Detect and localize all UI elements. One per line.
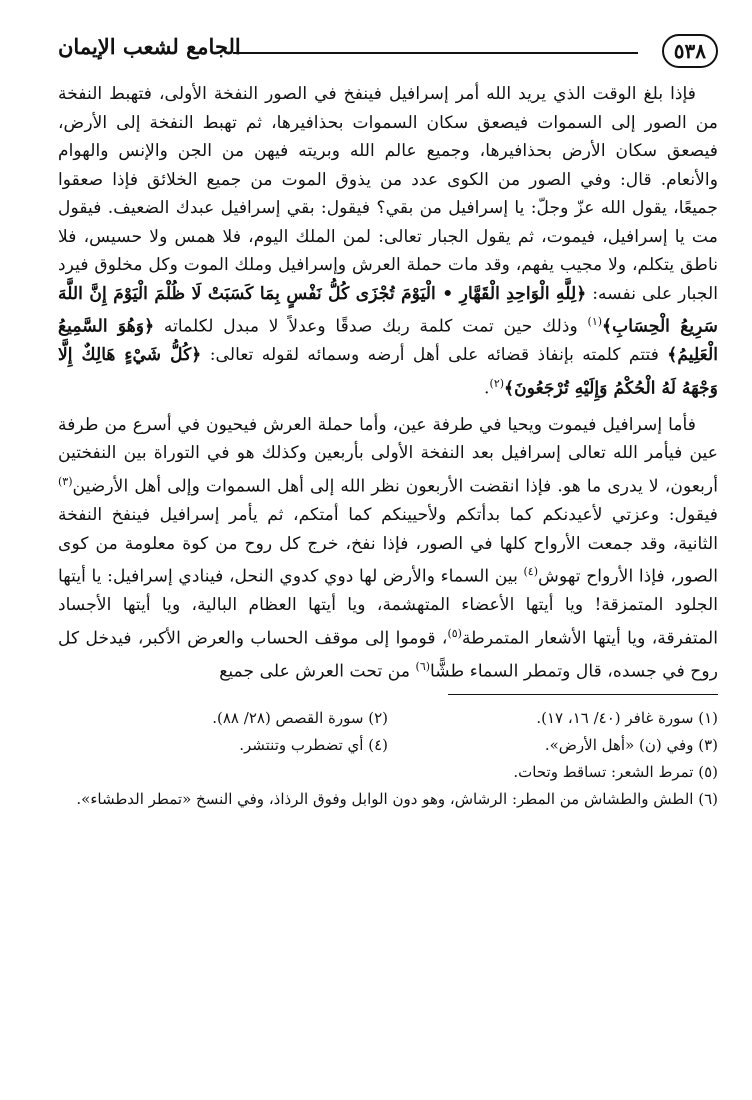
- footnote-ref: (٦): [415, 660, 431, 674]
- page-header: [58, 28, 718, 72]
- paragraph-1: فإذا بلغ الوقت الذي يريد الله أمر إسرافيل فينفخ في الصور النفخة الأولى، فتهبط النفخة من الصور إلى السموات فيصعق سكان السموات بحذافيرها، ثم تهبط النفخة إلى الأرض، فيصعق سكان الأرض بحذافيرها، وجميع عالم الله وبريته فيهن من الجن والإنس والهوام والأنعام. قال: وفي الصور من الكوى عدد من يذوق الموت من جميع الخلائق فإذا صعقوا جميعًا، يقول الله عزّ وجلّ: يا إسرافيل من بقي؟ فيقول: بقي إسرافيل عبدك الضعيف. فيقول مت يا إسرافيل، فيموت، ثم يقول الجبار تعالى: لمن الملك اليوم، فلا همس ولا حسيس، فلا ناطق يتكلم، ولا مجيب يفهم، وقد مات حملة العرش وإسرافيل وملك الموت وكل مخلوق فيرد الجبار على نفسه: ﴿لِلَّهِ الْوَاحِدِ الْقَهَّارِ • الْيَوْمَ تُجْزَى كُلُّ نَفْسٍ بِمَا كَسَبَتْ لَا ظُلْمَ الْيَوْمَ إِنَّ اللَّهَ سَرِيعُ الْحِسَابِ﴾$^{(١)}$ وذلك حين تمت كلمة ربك صدقًا وعدلاً لا مبدل لكلماته ﴿وَهُوَ السَّمِيعُ الْعَلِيمُ﴾ فتتم كلمته بإنفاذ قضائه على أهل أرضه وسمائه لقوله تعالى: ﴿كُلُّ شَيْءٍ هَالِكٌ إِلَّا وَجْهَهُ لَهُ الْحُكْمُ وَإِلَيْهِ تُرْجَعُونَ﴾$^{(٢)}$.: [58, 84, 719, 399]
- footnote-ref: (٥): [447, 626, 462, 640]
- paragraph-text: ، قوموا إلى موقف الحساب والعرض الأكبر، فيدخل كل روح في جسده، قال وتمطر السماء طشًّا: [58, 628, 718, 682]
- footnote-row: [58, 732, 718, 759]
- paragraph-text: فأما إسرافيل فيموت ويحيا في طرفة عين، وأما حملة العرش فيحيون في أسرع من طرفة عين فيأمر الله تعالى إسرافيل بعد النفخة الأولى بأربعين وكذلك هو في التوراة بين النفختين أربعون، لا يدرى ما هو. فإذا انقضت الأربعون نظر الله إلى أهل السموات وإلى أهل الأرضين: [58, 414, 718, 497]
- quran-verse: ﴿وَهُوَ السَّمِيعُ الْعَلِيمُ﴾: [58, 316, 718, 366]
- footnotes: [58, 705, 718, 813]
- quran-verse: ﴿كُلُّ شَيْءٍ هَالِكٌ إِلَّا وَجْهَهُ لَهُ الْحُكْمُ وَإِلَيْهِ تُرْجَعُونَ﴾: [58, 345, 718, 399]
- footnote-1: (١) سورة غافر (٤٠/ ١٦، ١٧).: [536, 709, 718, 728]
- paragraph-2: [58, 411, 718, 686]
- paragraph-text: بين السماء والأرض لها دوي كدوي النحل، فينادي إسرافيل: يا أيتها الجلود المتمزقة! ويا أيتها الأعضاء المتهشمة، ويا أيتها العظام البالية، ويا أيتها الأجساد المتفرقة، ويا أيتها الأشعار المتمرطة: [58, 566, 718, 649]
- paragraph-text: من تحت العرش على جميع: [219, 661, 411, 682]
- footnote-ref: (١): [587, 315, 603, 328]
- paragraph-text: فتتم كلمته بإنفاذ قضائه على أهل أرضه وسمائه لقوله تعالى:: [209, 345, 659, 366]
- footnote-6: (٦) الطش والطشاش من المطر: الرشاش، وهو دون الوابل وفوق الرذاذ، وفي النسخ «تمطر الدطشاء».: [76, 790, 718, 809]
- footnote-ref: (٤): [523, 565, 539, 579]
- footnote-ref: (٣): [58, 474, 73, 488]
- book-page: [58, 28, 718, 813]
- paragraph-text: فيقول: وعزتي لأعيدنكم كما بدأتكم ولأحيينكم كما أمتكم، ثم يأمر إسرافيل فينفخ النفخة الثانية، وقد جمعت الأرواح كلها في الصور، فإذا نفخ، خرج كل روح من كوة معلومة من كوى الصور، فإذا الأرواح تهوش: [58, 505, 718, 587]
- footnote-row: [58, 705, 718, 732]
- footnote-3: (٣) وفي (ن) «أهل الأرض».: [544, 736, 718, 755]
- quran-verse: ﴿لِلَّهِ الْوَاحِدِ الْقَهَّارِ • الْيَوْمَ تُجْزَى كُلُّ نَفْسٍ بِمَا كَسَبَتْ لَا ظُلْمَ الْيَوْمَ إِنَّ اللَّهَ سَرِيعُ الْحِسَابِ﴾: [58, 283, 719, 337]
- page-number: ٥٣٨: [662, 34, 718, 68]
- footnote-2: (٢) سورة القصص (٢٨/ ٨٨).: [212, 709, 388, 728]
- paragraph-text: فإذا بلغ الوقت الذي يريد الله أمر إسرافيل فينفخ في الصور النفخة الأولى، فتهبط النفخة من الصور إلى السموات فيصعق سكان السموات بحذافيرها، ثم تهبط النفخة إلى الأرض، فيصعق سكان الأرض بحذافيرها، وجميع عالم الله وبريته فيهن من الجن والإنس والهوام والأنعام. قال: وفي الصور من الكوى عدد من يذوق الموت من جميع الخلائق فإذا صعقوا جميعًا، يقول الله عزّ وجلّ: يا إسرافيل من بقي؟ فيقول: بقي إسرافيل عبدك الضعيف. فيقول مت يا إسرافيل، فيموت، ثم يقول الجبار تعالى: لمن الملك اليوم، فلا همس ولا حسيس، فلا ناطق يتكلم، ولا مجيب يفهم، وقد مات حملة العرش وإسرافيل وملك الموت وكل مخلوق فيرد الجبار على نفسه:: [58, 84, 718, 304]
- paragraph-text: وذلك حين تمت كلمة ربك صدقًا وعدلاً لا مبدل لكلماته: [163, 316, 578, 337]
- footnote-divider: [448, 694, 718, 695]
- header-divider: [233, 52, 638, 54]
- running-title: الجامع لشعب الإيمان: [58, 34, 241, 59]
- footnote-4: (٤) أي تضطرب وتنتشر.: [239, 736, 388, 755]
- footnote-5: (٥) تمرط الشعر: تساقط وتحات.: [513, 763, 718, 782]
- main-text: [58, 80, 718, 686]
- footnote-ref: (٢): [489, 376, 505, 390]
